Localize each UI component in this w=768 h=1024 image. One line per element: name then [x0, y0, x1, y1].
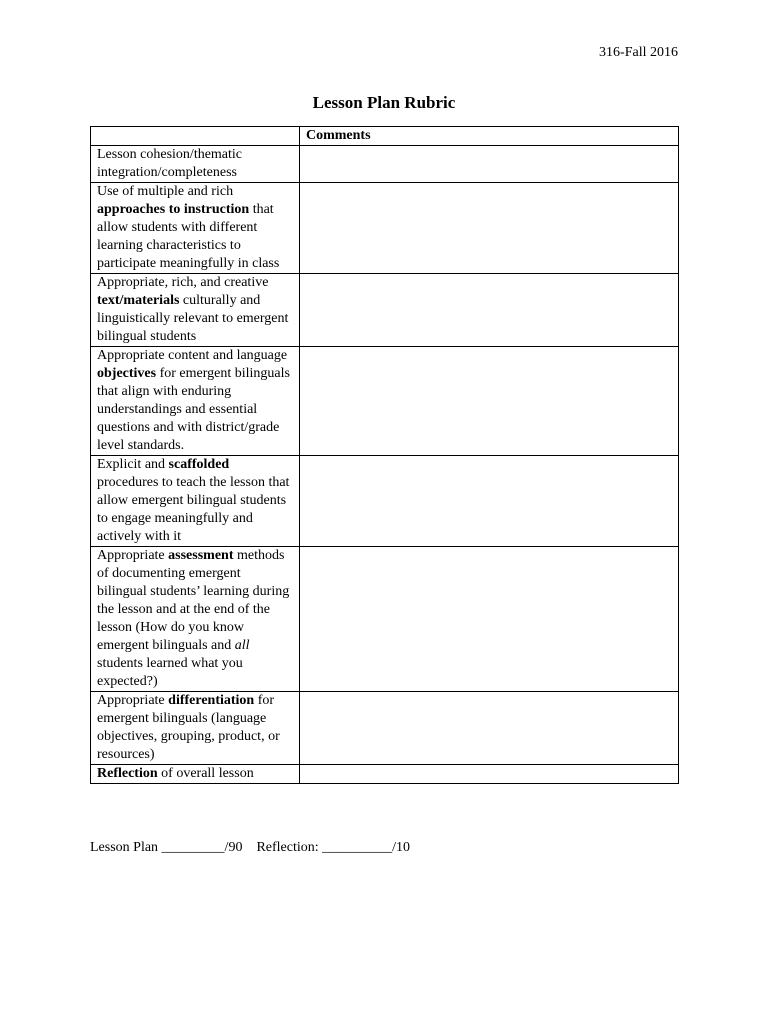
- reflection-score: Reflection: __________/10: [256, 840, 411, 855]
- document-reference: 316-Fall 2016: [599, 45, 678, 60]
- table-row: [91, 692, 679, 765]
- criterion-text: Appropriate, rich, and creative: [97, 275, 269, 290]
- criterion-cell: [91, 183, 300, 274]
- comment-cell[interactable]: [300, 183, 679, 274]
- table-row: [91, 547, 679, 692]
- criterion-cell: [91, 456, 300, 547]
- criterion-text: objectives: [97, 366, 157, 381]
- criterion-text: culturally and linguistically relevant to emergent bilingual students: [97, 293, 289, 344]
- criterion-text: scaffolded: [168, 457, 230, 472]
- lesson-plan-score: Lesson Plan _________/90: [90, 840, 243, 855]
- table-header-row: [91, 127, 679, 146]
- criterion-text: of overall lesson: [157, 766, 254, 781]
- criterion-text: for emergent bilinguals that align with enduring understandings and essential questions and with district/grade level standards.: [97, 366, 290, 453]
- comment-cell[interactable]: [300, 146, 679, 183]
- comments-header: Comments: [300, 127, 679, 146]
- criterion-text: text/materials: [97, 293, 180, 308]
- page-title: Lesson Plan Rubric: [312, 93, 456, 112]
- comment-cell[interactable]: [300, 274, 679, 347]
- criterion-text: Appropriate: [97, 548, 169, 563]
- score-footer: [90, 840, 410, 856]
- criterion-text: Lesson cohesion/thematic integration/completeness: [97, 147, 243, 180]
- criterion-text: all: [234, 638, 250, 653]
- comment-cell[interactable]: [300, 692, 679, 765]
- criterion-text: procedures to teach the lesson that allow emergent bilingual students to engage meaningfully and actively with it: [97, 475, 290, 544]
- criterion-cell: [91, 692, 300, 765]
- table-row: [91, 765, 679, 784]
- criterion-cell: [91, 347, 300, 456]
- comment-cell[interactable]: [300, 765, 679, 784]
- table-row: [91, 347, 679, 456]
- criterion-text: students learned what you expected?): [97, 656, 243, 689]
- criterion-text: methods of documenting emergent bilingual students’ learning during the lesson and at the end of the lesson (How do you know emergent bilinguals and: [97, 548, 290, 653]
- criterion-text: that allow students with different learning characteristics to participate meaningfully in class: [97, 202, 280, 271]
- criterion-text: differentiation: [168, 693, 255, 708]
- criteria-header: [91, 127, 300, 146]
- criterion-text: for emergent bilinguals (language objectives, grouping, product, or resources): [97, 693, 280, 762]
- criterion-text: Appropriate: [97, 693, 169, 708]
- table-row: [91, 146, 679, 183]
- comment-cell[interactable]: [300, 547, 679, 692]
- criterion-text: Explicit and: [97, 457, 169, 472]
- criterion-text: Use of multiple and rich: [97, 184, 234, 199]
- criterion-cell: [91, 274, 300, 347]
- criterion-cell: [91, 765, 300, 784]
- criterion-cell: [91, 547, 300, 692]
- rubric-table: [90, 126, 679, 784]
- comment-cell[interactable]: [300, 456, 679, 547]
- criterion-text: Appropriate content and language: [97, 348, 288, 363]
- criterion-text: Reflection: [97, 766, 158, 781]
- comment-cell[interactable]: [300, 347, 679, 456]
- criterion-cell: [91, 146, 300, 183]
- criterion-text: approaches to instruction: [97, 202, 250, 217]
- table-row: [91, 274, 679, 347]
- table-row: [91, 183, 679, 274]
- table-row: [91, 456, 679, 547]
- criterion-text: assessment: [168, 548, 234, 563]
